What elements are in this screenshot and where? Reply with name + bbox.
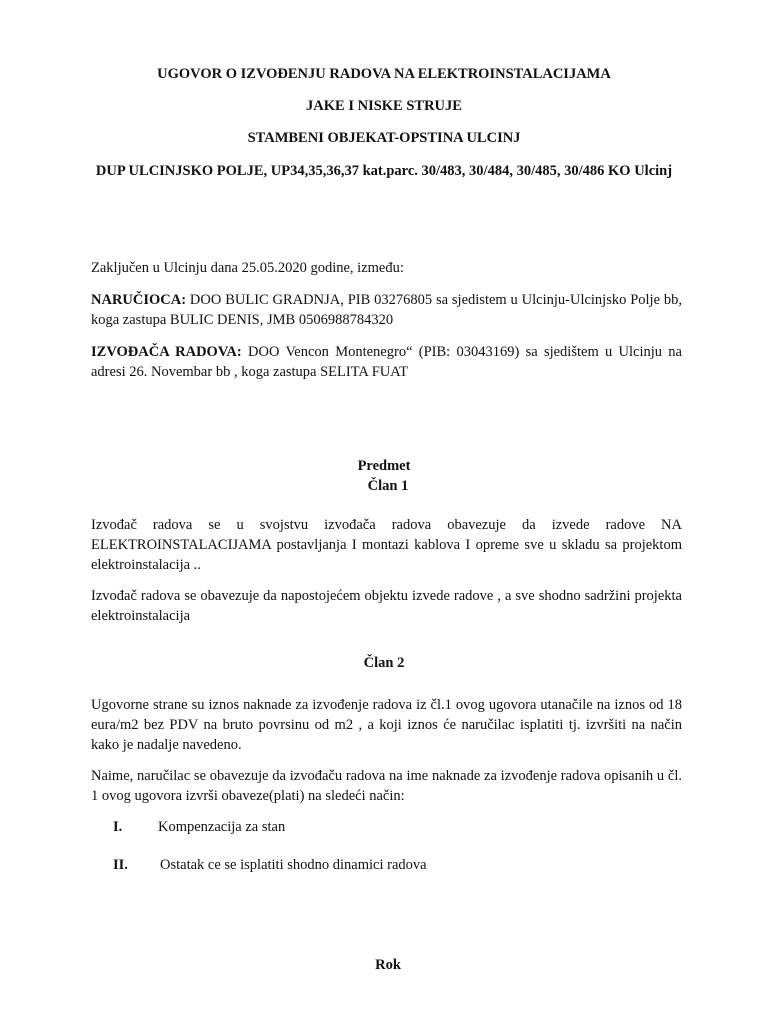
izvodjac-paragraph xyxy=(91,342,682,382)
list-item xyxy=(113,817,285,837)
clan2-paragraph-2: Naime, naručilac se obavezuje da izvođaču radova na ime naknade za izvođenje radova opisanih u čl. 1 ovog ugovora izvrši obaveze(plati) na sledeći način: xyxy=(91,768,682,804)
contract-title: UGOVOR O IZVOĐENJU RADOVA NA ELEKTROINSTALACIJAMA xyxy=(157,66,611,82)
narucilac-paragraph xyxy=(91,290,682,330)
izvodjac-label: IZVOĐAČA RADOVA: xyxy=(91,344,242,360)
clan2-heading: Član 2 xyxy=(363,655,405,671)
narucilac-label: NARUČIOCA: xyxy=(91,292,187,308)
izvodjac-text: DOO Vencon Montenegro“ (PIB: 03043169) sa sjedištem u Ulcinju na adresi 26. Novembar bb , koga zastupa SELITA FUAT xyxy=(91,344,682,380)
location-title: DUP ULCINJSKO POLJE, UP34,35,36,37 kat.parc. 30/483, 30/484, 30/485, 30/486 KO Ulcinj xyxy=(95,163,673,179)
intro-paragraph: Zaključen u Ulcinju dana 25.05.2020 godine, između: xyxy=(91,260,404,276)
clan1-paragraph-1: Izvođač radova se u svojstvu izvođača radova obavezuje da izvede radove NA ELEKTROINSTALACIJAMA postavljanja I montazi kablova I opreme sve u skladu sa projektom elektroinstalacija .. xyxy=(91,517,682,573)
contract-subtitle: JAKE I NISKE STRUJE xyxy=(306,98,462,114)
clan1-paragraph-2: Izvođač radova se obavezuje da napostojećem objektu izvede radove , a sve shodno sadržini projekta elektroinstalacija xyxy=(91,588,682,624)
list-item-number: II. xyxy=(113,857,128,873)
object-title: STAMBENI OBJEKAT-OPSTINA ULCINJ xyxy=(247,130,521,146)
predmet-heading: Predmet xyxy=(357,458,411,474)
clan2-paragraph-1: Ugovorne strane su iznos naknade za izvođenje radova iz čl.1 ovog ugovora utanačile na iznos od 18 eura/m2 bez PDV na bruto povrsinu od m2 , a koji iznos će naručilac isplatiti tj. izvršiti na način kako je nadalje navedeno. xyxy=(91,697,682,753)
clan1-heading: Član 1 xyxy=(367,478,409,494)
list-item-number: I. xyxy=(113,819,123,835)
narucilac-text: DOO BULIC GRADNJA, PIB 03276805 sa sjedistem u Ulcinju-Ulcinjsko Polje bb, koga zastupa BULIC DENIS, JMB 0506988784320 xyxy=(91,292,682,328)
list-item-text: Ostatak ce se isplatiti shodno dinamici radova xyxy=(160,857,427,873)
list-item-text: Kompenzacija za stan xyxy=(158,819,286,835)
list-item xyxy=(113,855,427,875)
rok-heading: Rok xyxy=(375,957,401,973)
